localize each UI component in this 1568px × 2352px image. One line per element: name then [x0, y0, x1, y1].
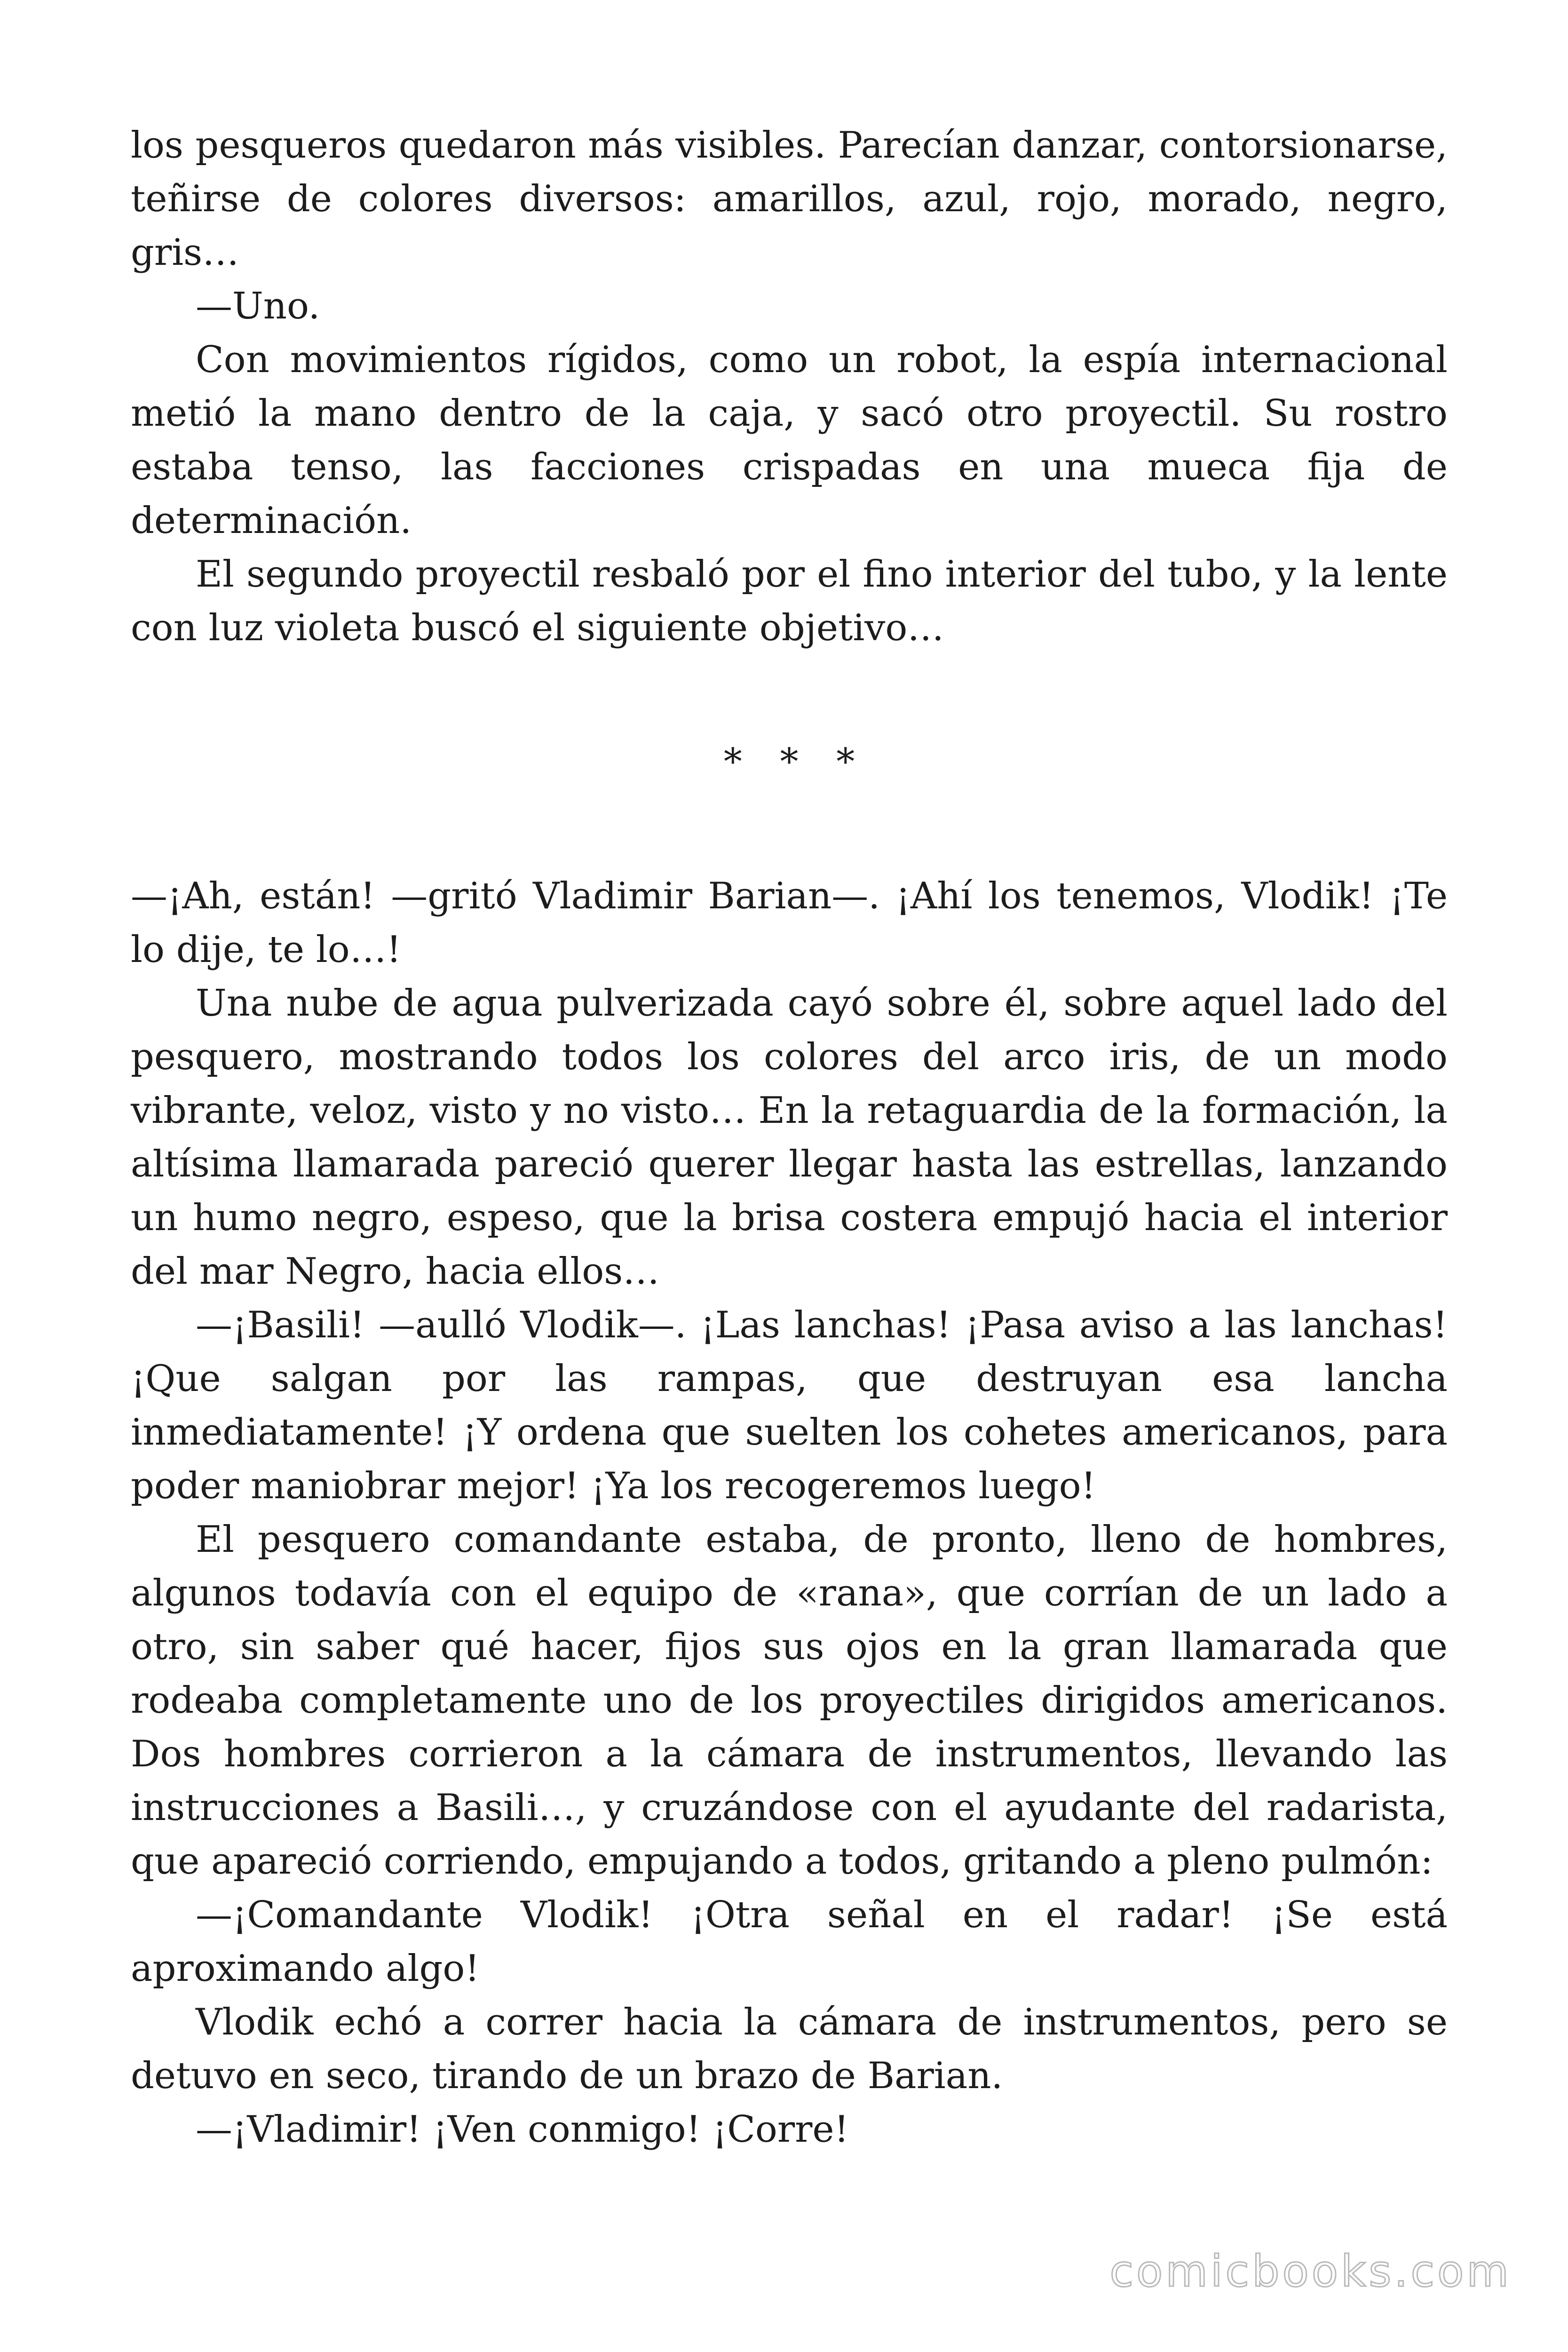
paragraph: los pesqueros quedaron más visibles. Parecían danzar, contorsionarse, teñirse de colores diversos: amarillos, azul, rojo, morado, negro, gris…: [131, 124, 1448, 274]
paragraph: —¡Vladimir! ¡Ven conmigo! ¡Corre!: [196, 2108, 849, 2151]
paragraph: Una nube de agua pulverizada cayó sobre él, sobre aquel lado del pesquero, mostrando todos los colores del arco iris, de un modo vibrante, veloz, visto y no visto… En la retaguardia de la formación, la altísima llamarada pareció querer llegar hasta las estrellas, lanzando un humo negro, espeso, que la brisa costera empujó hacia el interior del mar Negro, hacia ellos…: [131, 982, 1448, 1293]
paragraph: El pesquero comandante estaba, de pronto, lleno de hombres, algunos todavía con el equipo de «rana», que corrían de un lado a otro, sin saber qué hacer, fijos sus ojos en la gran llamarada que rodeaba completamente uno de los proyectiles dirigidos americanos. Dos hombres corrieron a la cámara de instrumentos, llevando las instrucciones a Basili…, y cruzándose con el ayudante del radarista, que apareció corriendo, empujando a todos, gritando a pleno pulmón:: [131, 1518, 1448, 1883]
paragraph: El segundo proyectil resbaló por el fino interior del tubo, y la lente con luz violeta buscó el siguiente objetivo…: [131, 553, 1448, 649]
paragraph: —¡Comandante Vlodik! ¡Otra señal en el radar! ¡Se está aproximando algo!: [131, 1894, 1448, 1990]
site-watermark: comicbooks.com: [1109, 2246, 1512, 2296]
book-page-text: [131, 119, 1448, 2156]
paragraph: —Uno.: [196, 285, 320, 327]
scene-break-asterisks: * * *: [723, 741, 868, 783]
paragraph: Vlodik echó a correr hacia la cámara de instrumentos, pero se detuvo en seco, tirando de un brazo de Barian.: [131, 2001, 1448, 2097]
paragraph: —¡Ah, están! —gritó Vladimir Barian—. ¡Ahí los tenemos, Vlodik! ¡Te lo dije, te lo…!: [131, 875, 1448, 971]
paragraph: —¡Basili! —aulló Vlodik—. ¡Las lanchas! ¡Pasa aviso a las lanchas! ¡Que salgan por las rampas, que destruyan esa lancha inmediatamente! ¡Y ordena que suelten los cohetes americanos, para poder maniobrar mejor! ¡Ya los recogeremos luego!: [131, 1304, 1448, 1507]
paragraph: Con movimientos rígidos, como un robot, la espía internacional metió la mano dentro de la caja, y sacó otro proyectil. Su rostro estaba tenso, las facciones crispadas en una mueca fija de determinación.: [131, 339, 1448, 542]
